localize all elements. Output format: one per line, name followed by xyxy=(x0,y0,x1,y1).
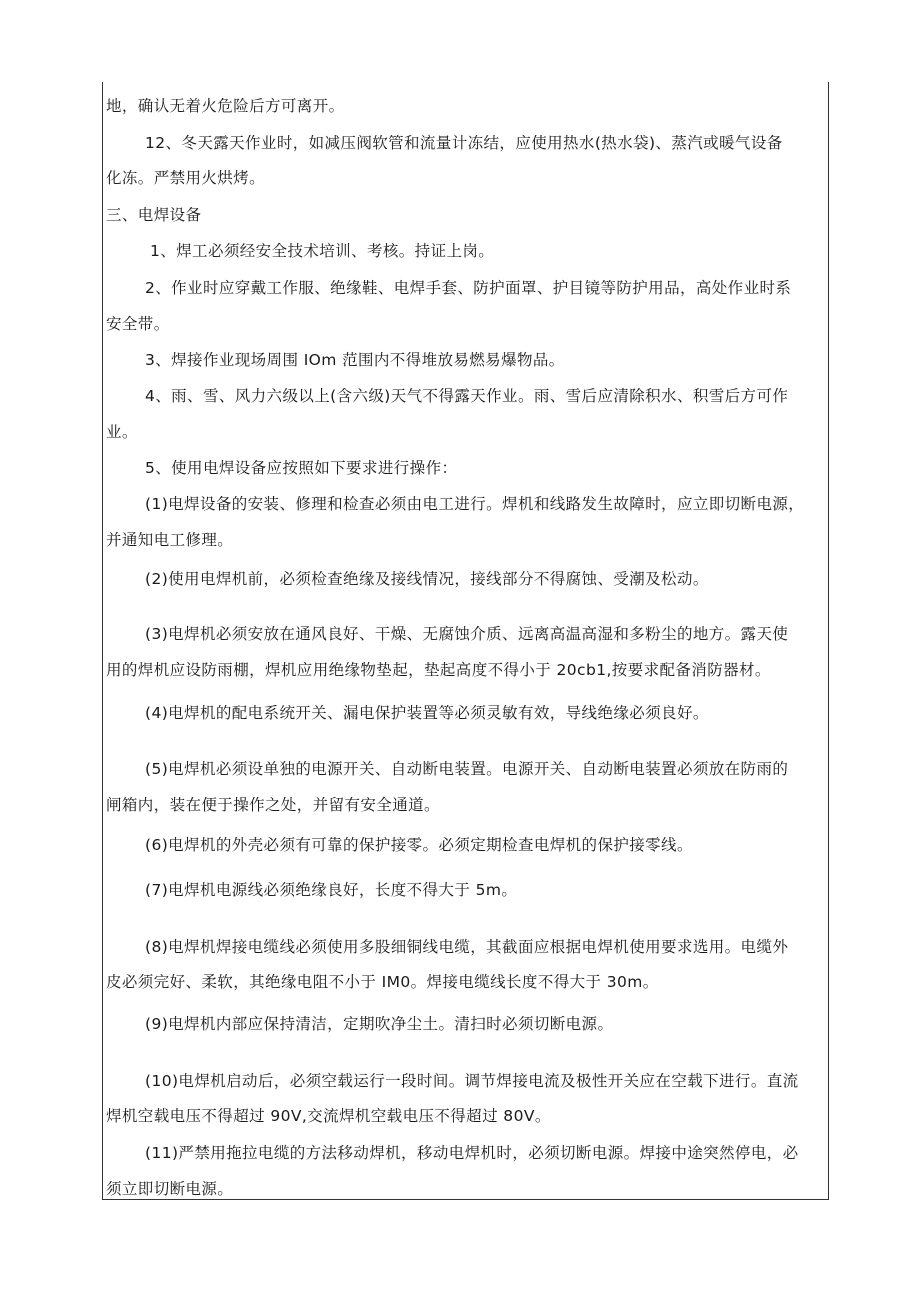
text-line: (9)电焊机内部应保持清洁，定期吹净尘土。清扫时必须切断电源。 xyxy=(145,1015,614,1033)
text-line: 12、冬天露天作业时，如减压阀软管和流量计冻结，应使用热水(热水袋)、蒸汽或暖气设备 xyxy=(145,134,783,152)
text-line: 闸箱内，装在便于操作之处，并留有安全通道。 xyxy=(106,796,440,814)
text-line: 1、焊工必须经安全技术培训、考核。持证上岗。 xyxy=(150,242,495,260)
text-line: 安全带。 xyxy=(106,315,170,333)
text-line: (5)电焊机必须设单独的电源开关、自动断电装置。电源开关、自动断电装置必须放在防雨的 xyxy=(145,760,789,778)
text-line: (6)电焊机的外壳必须有可靠的保护接零。必须定期检查电焊机的保护接零线。 xyxy=(145,836,693,854)
text-line: (3)电焊机必须安放在通风良好、干燥、无腐蚀介质、远离高温高湿和多粉尘的地方。露天使 xyxy=(145,625,789,643)
text-line: (11)严禁用拖拉电缆的方法移动焊机，移动电焊机时，必须切断电源。焊接中途突然停电，必 xyxy=(145,1144,799,1162)
text-line: 焊机空载电压不得超过 90V,交流焊机空载电压不得超过 80V。 xyxy=(106,1107,551,1125)
text-line: 皮必须完好、柔软，其绝缘电阻不小于 IM0。焊接电缆线长度不得大于 30m。 xyxy=(106,973,659,991)
text-line: 须立即切断电源。 xyxy=(106,1180,234,1198)
text-line: 5、使用电焊设备应按照如下要求进行操作： xyxy=(145,459,458,477)
text-line: 4、雨、雪、风力六级以上(含六级)天气不得露天作业。雨、雪后应清除积水、积雪后方可作 xyxy=(145,387,789,405)
text-line: 地，确认无着火危险后方可离开。 xyxy=(106,97,345,115)
text-line: 并通知电工修理。 xyxy=(106,531,234,549)
text-line: 3、焊接作业现场周围 IOm 范围内不得堆放易燃易爆物品。 xyxy=(145,351,565,369)
text-line: (2)使用电焊机前，必须检查绝缘及接线情况，接线部分不得腐蚀、受潮及松动。 xyxy=(145,570,709,588)
text-line: 2、作业时应穿戴工作服、绝缘鞋、电焊手套、防护面罩、护目镜等防护用品，高处作业时系 xyxy=(145,279,792,297)
text-line: 化冻。严禁用火烘烤。 xyxy=(106,169,266,187)
text-line: (7)电焊机电源线必须绝缘良好，长度不得大于 5m。 xyxy=(145,881,518,899)
text-line: 用的焊机应设防雨棚，焊机应用绝缘物垫起，垫起高度不得小于 20cb1,按要求配备消防器材。 xyxy=(106,661,771,679)
text-line: (10)电焊机启动后，必须空载运行一段时间。调节焊接电流及极性开关应在空载下进行。直流 xyxy=(145,1072,799,1090)
text-line: (4)电焊机的配电系统开关、漏电保护装置等必须灵敏有效，导线绝缘必须良好。 xyxy=(145,704,709,722)
text-line: 业。 xyxy=(106,423,138,441)
text-line: (1)电焊设备的安装、修理和检查必须由电工进行。焊机和线路发生故障时，应立即切断电源， xyxy=(145,495,805,513)
section-heading: 三、电焊设备 xyxy=(106,206,202,224)
text-line: (8)电焊机焊接电缆线必须使用多股细铜线电缆，其截面应根据电焊机使用要求选用。电缆外 xyxy=(145,938,789,956)
